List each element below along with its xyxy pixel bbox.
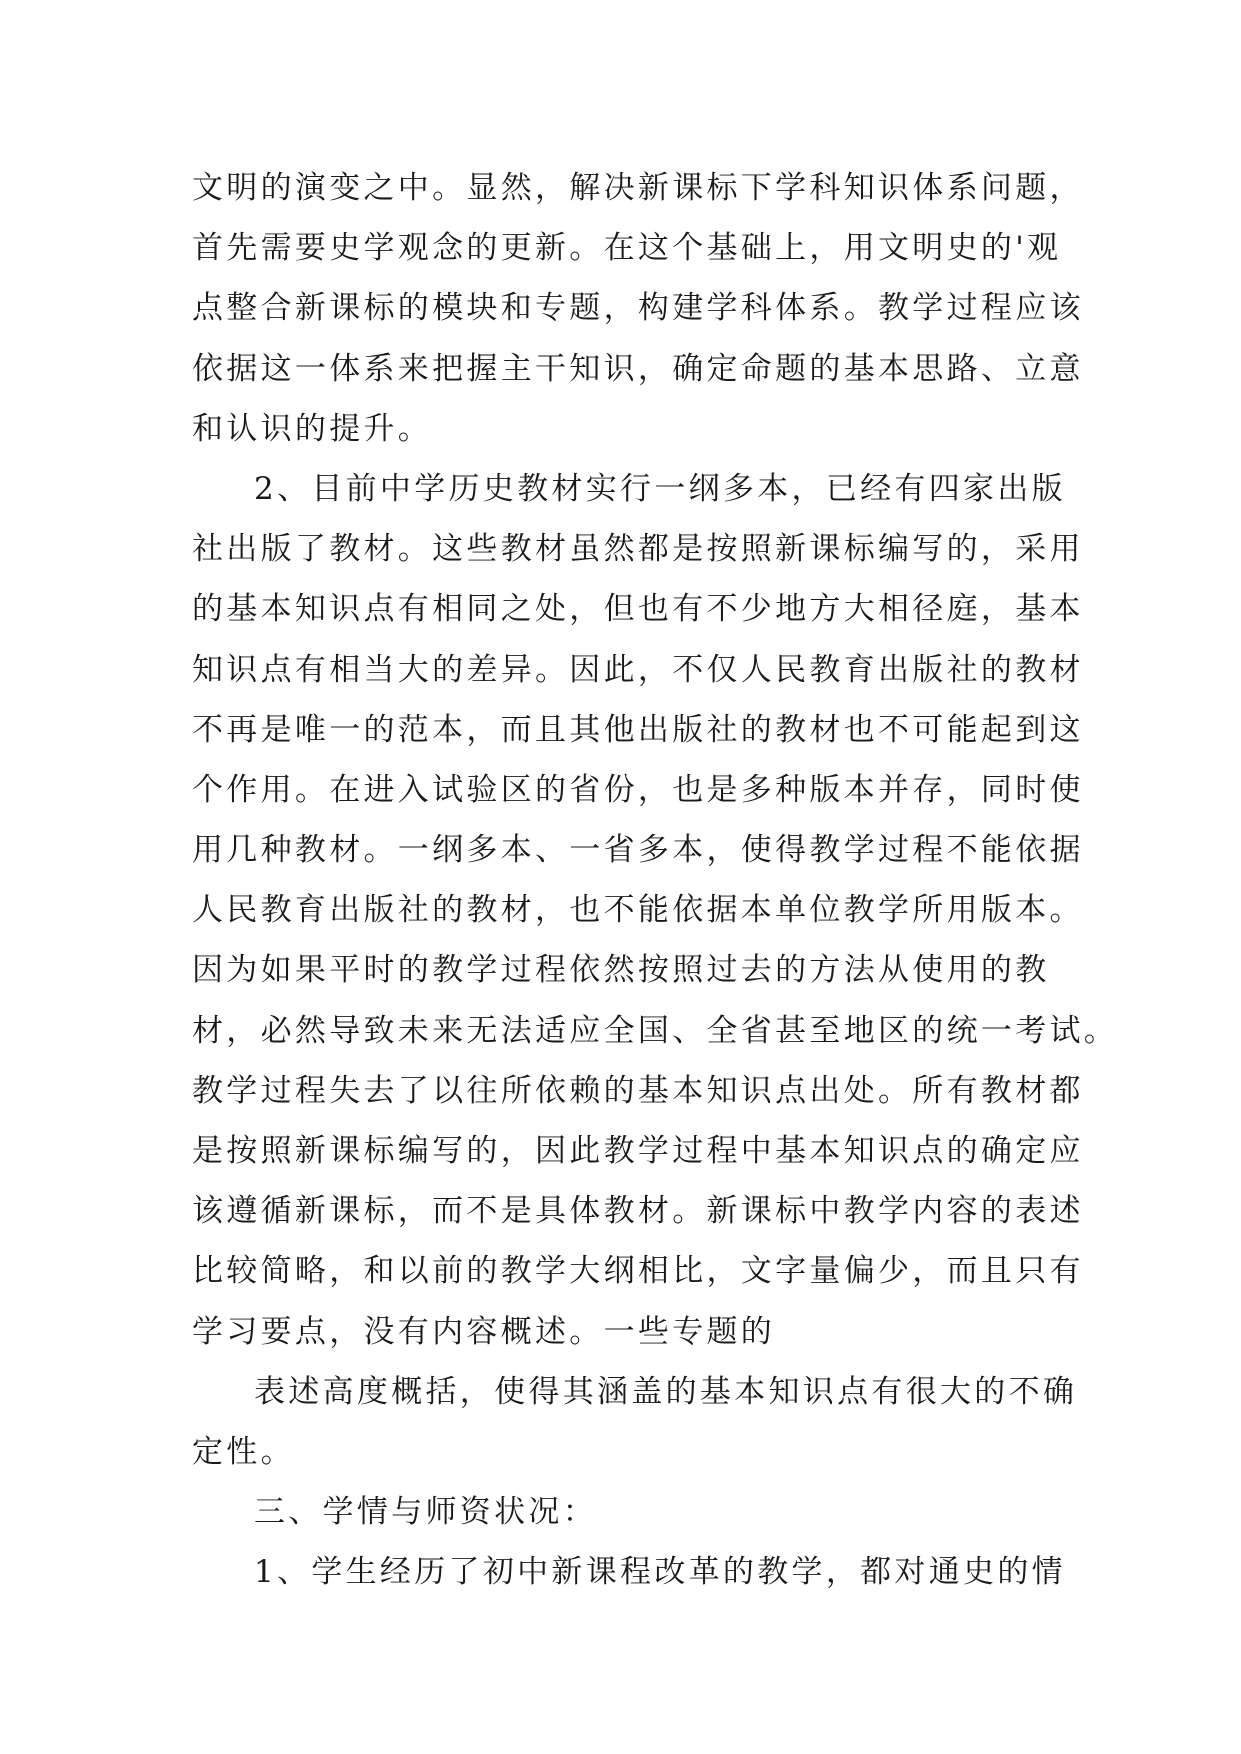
text-line: 1、学生经历了初中新课程改革的教学，都对通史的情 [254, 1554, 1066, 1591]
document-body [192, 158, 1119, 1603]
text-line: 2、目前中学历史教材实行一纲多本，已经有四家出版 [254, 470, 1066, 507]
text-line: 三、学情与师资状况： [254, 1494, 597, 1531]
text-line: 首先需要史学观念的更新。在这个基础上，用文明史的'观 [192, 230, 1062, 267]
text-line: 表述高度概括，使得其涵盖的基本知识点有很大的不确 [254, 1373, 1078, 1410]
text-line: 是按照新课标编写的，因此教学过程中基本知识点的确定应 [192, 1133, 1084, 1169]
text-line: 人民教育出版社的教材，也不能依据本单位教学所用版本。 [192, 892, 1084, 929]
text-line: 因为如果平时的教学过程依然按照过去的方法从使用的教 [192, 952, 1050, 989]
text-line: 教学过程失去了以往所依赖的基本知识点出处。所有教材都 [192, 1072, 1084, 1109]
text-line: 用几种教材。一纲多本、一省多本，使得教学过程不能依据 [192, 832, 1084, 869]
text-line: 不再是唯一的范本，而且其他出版社的教材也不可能起到这 [192, 711, 1084, 748]
text-line: 比较简略，和以前的教学大纲相比，文字量偏少，而且只有 [192, 1253, 1084, 1290]
text-line: 该遵循新课标，而不是具体教材。新课标中教学内容的表述 [192, 1193, 1084, 1230]
text-line: 个作用。在进入试验区的省份，也是多种版本并存，同时使 [192, 771, 1084, 808]
text-line: 材，必然导致未来无法适应全国、全省甚至地区的统一考试。 [192, 1012, 1119, 1049]
text-line: 文明的演变之中。显然，解决新课标下学科知识体系问题， [192, 170, 1084, 206]
text-line: 点整合新课标的模块和专题，构建学科体系。教学过程应该 [192, 290, 1084, 327]
text-line: 定性。 [192, 1433, 295, 1470]
text-line: 知识点有相当大的差异。因此，不仅人民教育出版社的教材 [192, 651, 1084, 688]
text-line: 学习要点，没有内容概述。一些专题的 [192, 1313, 776, 1350]
text-line: 社出版了教材。这些教材虽然都是按照新课标编写的，采用 [192, 531, 1084, 568]
text-line: 依据这一体系来把握主干知识，确定命题的基本思路、立意 [192, 350, 1084, 387]
text-line: 的基本知识点有相同之处，但也有不少地方大相径庭，基本 [192, 591, 1084, 628]
text-line: 和认识的提升。 [192, 410, 433, 447]
